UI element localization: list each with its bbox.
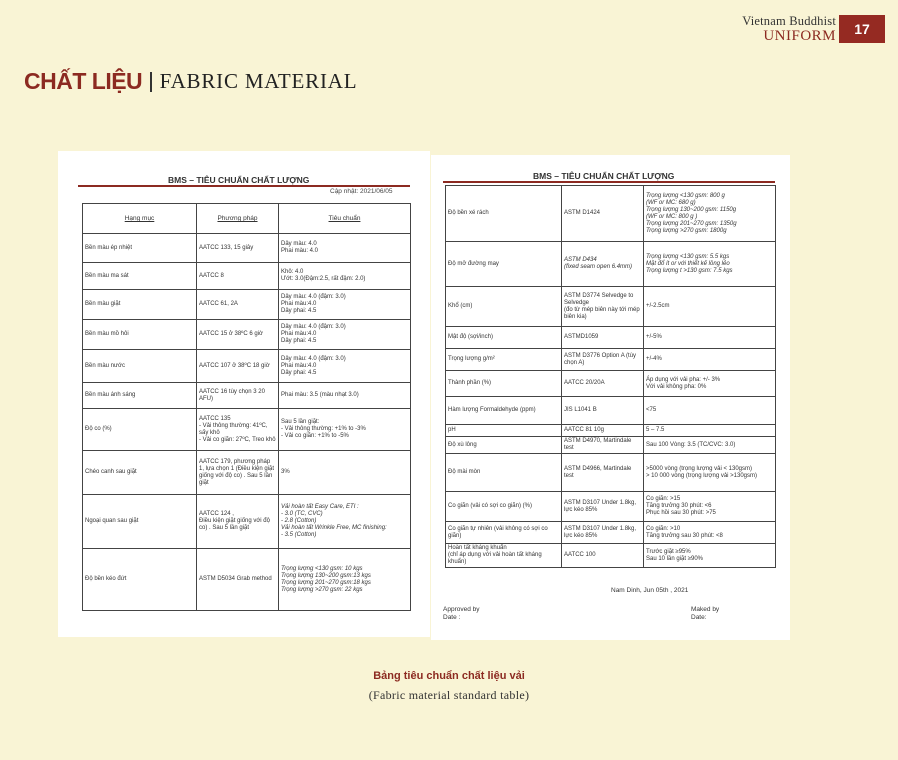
table-row bbox=[446, 287, 776, 327]
standard-cell: >5000 vòng (trọng lượng vải < 130gsm) > 10 000 vòng (trọng lượng vải >130gsm) bbox=[644, 454, 776, 492]
item-cell: Bền màu ép nhiệt bbox=[83, 234, 197, 263]
standard-cell: Dây màu: 4.0 (đậm: 3.0) Phai màu:4.0 Dây phai: 4.5 bbox=[279, 290, 411, 320]
standard-cell: Trước giặt ≥95% Sau 10 lần giặt ≥90% bbox=[644, 544, 776, 568]
table-row bbox=[446, 397, 776, 425]
table-row bbox=[83, 350, 411, 383]
standard-cell: Trọng lượng <130 gsm: 800 g (WF or MC: 680 g) Trọng lượng 130~200 gsm: 1150g (WF or MC: 800 g ) Trọng lượng 201~270 gsm: 1350g Trọng lượng >270 gsm: 1800g bbox=[644, 186, 776, 242]
brand-line2: UNIFORM bbox=[763, 28, 836, 44]
table-row bbox=[83, 383, 411, 409]
method-cell: AATCC 124 , Điều kiện giặt giống với độ co) . Sau 5 lần giặt bbox=[197, 495, 279, 549]
standard-cell: +/-5% bbox=[644, 327, 776, 349]
method-cell: ASTM D4966, Martindale test bbox=[562, 454, 644, 492]
section-title-en: FABRIC MATERIAL bbox=[159, 69, 358, 93]
item-cell: Khổ (cm) bbox=[446, 287, 562, 327]
standard-cell: Co giãn: >15 Tăng trưởng 30 phút: <6 Phục hồi sau 30 phút: >75 bbox=[644, 492, 776, 522]
method-cell: ASTMD1059 bbox=[562, 327, 644, 349]
updated-date: Cập nhật: 2021/06/05 bbox=[330, 188, 393, 195]
method-cell: ASTM D3107 Under 1.8kg, lực kéo 85% bbox=[562, 492, 644, 522]
table-row bbox=[83, 549, 411, 611]
method-cell: ASTM D1424 bbox=[562, 186, 644, 242]
table-row bbox=[446, 437, 776, 454]
table-row bbox=[446, 242, 776, 287]
method-cell: ASTM D4970, Martindale test bbox=[562, 437, 644, 454]
caption-en: (Fabric material standard table) bbox=[368, 688, 530, 702]
sheet-title: BMS – TIÊU CHUẨN CHẤT LƯỢNG bbox=[168, 175, 310, 185]
method-cell: AATCC 61, 2A bbox=[197, 290, 279, 320]
table-row bbox=[446, 349, 776, 371]
table-row bbox=[446, 327, 776, 349]
title-rule bbox=[78, 185, 410, 187]
brand-line1: Vietnam Buddhist bbox=[742, 14, 836, 28]
table-row bbox=[446, 425, 776, 437]
item-cell: Bền màu ma sát bbox=[83, 263, 197, 290]
figure-caption bbox=[0, 670, 898, 703]
method-cell: AATCC 16 tùy chọn 3 20 AFU) bbox=[197, 383, 279, 409]
method-cell: ASTM D3774 Selvedge to Selvedge (đo từ mép biên này tới mép biên kia) bbox=[562, 287, 644, 327]
method-cell: ASTM D434 (fixed seam open 6.4mm) bbox=[562, 242, 644, 287]
standard-cell: <75 bbox=[644, 397, 776, 425]
column-header: Phương pháp bbox=[197, 204, 279, 234]
item-cell: Mật độ (sợi/inch) bbox=[446, 327, 562, 349]
sheet-title: BMS – TIÊU CHUẨN CHẤT LƯỢNG bbox=[533, 171, 675, 181]
maked-by: Maked by bbox=[691, 606, 720, 613]
table-row bbox=[446, 454, 776, 492]
method-cell: ASTM D3107 Under 1.8kg, lực kéo 85% bbox=[562, 522, 644, 544]
standard-cell: Sau 100 Vòng: 3.5 (TC/CVC: 3.0) bbox=[644, 437, 776, 454]
table-row bbox=[83, 234, 411, 263]
method-cell: AATCC 20/20A bbox=[562, 371, 644, 397]
table-row bbox=[446, 371, 776, 397]
approved-by: Approved by bbox=[443, 606, 480, 613]
method-cell: AATCC 179, phương pháp 1, lựa chọn 1 (Điều kiện giặt giống với độ co) . Sau 5 lần giặt bbox=[197, 451, 279, 495]
table-row bbox=[83, 320, 411, 350]
method-cell: AATCC 81 10g bbox=[562, 425, 644, 437]
item-cell: Độ bền xé rách bbox=[446, 186, 562, 242]
item-cell: Độ mở đường may bbox=[446, 242, 562, 287]
item-cell: Co giãn (vải có sợi co giãn) (%) bbox=[446, 492, 562, 522]
quality-table-right bbox=[445, 185, 776, 568]
section-heading bbox=[24, 68, 357, 95]
standard-cell: Co giãn: >10 Tăng trưởng sau 30 phút: <8 bbox=[644, 522, 776, 544]
page-number: 17 bbox=[839, 15, 885, 43]
standard-cell: 5 – 7.5 bbox=[644, 425, 776, 437]
standard-cell: Áp dụng với vải pha: +/- 3% Với vải không pha: 0% bbox=[644, 371, 776, 397]
table-row bbox=[446, 544, 776, 568]
method-cell: AATCC 100 bbox=[562, 544, 644, 568]
standard-cell: +/-2.5cm bbox=[644, 287, 776, 327]
table-row bbox=[83, 263, 411, 290]
column-header: Tiêu chuẩn bbox=[279, 204, 411, 234]
table-row bbox=[446, 186, 776, 242]
section-title-vn: CHẤT LIỆU bbox=[24, 68, 143, 94]
maked-date: Date: bbox=[691, 614, 707, 621]
caption-vn: Bảng tiêu chuẩn chất liệu vải bbox=[373, 670, 525, 682]
place-date: Nam Dinh, Jun 05th , 2021 bbox=[611, 587, 689, 594]
maked-block bbox=[691, 606, 719, 622]
table-row bbox=[446, 492, 776, 522]
item-cell: Bền màu ánh sáng bbox=[83, 383, 197, 409]
standard-cell: Dây màu: 4.0 (đậm: 3.0) Phai màu:4.0 Dây phai: 4.5 bbox=[279, 320, 411, 350]
item-cell: Độ xù lông bbox=[446, 437, 562, 454]
method-cell: JIS L1041 B bbox=[562, 397, 644, 425]
method-cell: ASTM D3776 Option A (tùy chọn A) bbox=[562, 349, 644, 371]
item-cell: Độ bền kéo đứt bbox=[83, 549, 197, 611]
item-cell: Độ co (%) bbox=[83, 409, 197, 451]
standard-cell: Trọng lượng <130 gsm: 10 kgs Trọng lượng 130~200 gsm:13 kgs Trọng lượng 201~270 gsm:18 kgs Trọng lượng >270 gsm: 22 kgs bbox=[279, 549, 411, 611]
item-cell: Hoàn tất kháng khuẩn (chỉ áp dụng với vải hoàn tất kháng khuẩn) bbox=[446, 544, 562, 568]
item-cell: Độ mài mòn bbox=[446, 454, 562, 492]
quality-table-left bbox=[82, 203, 411, 611]
item-cell: Trọng lượng g/m² bbox=[446, 349, 562, 371]
table-row bbox=[83, 451, 411, 495]
method-cell: AATCC 107 ở 38ºC 18 giờ bbox=[197, 350, 279, 383]
standard-cell: Sau 5 lần giặt: - Vải thông thường: +1% to -3% - Vải co giãn: +1% to -5% bbox=[279, 409, 411, 451]
method-cell: AATCC 15 ở 38ºC 6 giờ bbox=[197, 320, 279, 350]
title-rule bbox=[443, 181, 775, 183]
item-cell: pH bbox=[446, 425, 562, 437]
item-cell: Thành phần (%) bbox=[446, 371, 562, 397]
approved-block bbox=[443, 606, 480, 622]
standard-cell: Dây màu: 4.0 (đậm: 3.0) Phai màu:4.0 Dây phai: 4.5 bbox=[279, 350, 411, 383]
method-cell: AATCC 8 bbox=[197, 263, 279, 290]
item-cell: Bền màu giặt bbox=[83, 290, 197, 320]
table-row bbox=[83, 495, 411, 549]
item-cell: Bền màu mồ hôi bbox=[83, 320, 197, 350]
item-cell: Co giãn tự nhiên (vải không có sợi co giãn) bbox=[446, 522, 562, 544]
method-cell: ASTM D5034 Grab method bbox=[197, 549, 279, 611]
standard-cell: 3% bbox=[279, 451, 411, 495]
table-row bbox=[83, 409, 411, 451]
table-row bbox=[83, 290, 411, 320]
quality-standard-sheet-left bbox=[58, 151, 430, 637]
quality-standard-sheet-right bbox=[431, 155, 790, 640]
item-cell: Chéo canh sau giặt bbox=[83, 451, 197, 495]
brand-logo bbox=[742, 14, 836, 44]
method-cell: AATCC 133, 15 giây bbox=[197, 234, 279, 263]
title-divider bbox=[150, 72, 152, 92]
standard-cell: Phai màu: 3.5 (màu nhạt 3.0) bbox=[279, 383, 411, 409]
item-cell: Ngoại quan sau giặt bbox=[83, 495, 197, 549]
standard-cell: Khô: 4.0 Ướt: 3.0(Đậm:2.5, rất đậm: 2.0) bbox=[279, 263, 411, 290]
standard-cell: Vải hoàn tất Easy Care, ETI : - 3.0 (TC, CVC) - 2.8 (Cotton) Vải hoàn tất Wrinkle Free, MC finishing: - 3.5 (Cotton) bbox=[279, 495, 411, 549]
method-cell: AATCC 135 - Vải thông thường: 41ºC, sấy khô - Vải co giãn: 27ºC, Treo khô bbox=[197, 409, 279, 451]
column-header: Hạng mục bbox=[83, 204, 197, 234]
standard-cell: Trọng lượng <130 gsm: 5.5 kgs Mặt đổ ít or với thiết kế lồng lẻo Trọng lượng t >130 gsm: 7.5 kgs bbox=[644, 242, 776, 287]
item-cell: Bền màu nước bbox=[83, 350, 197, 383]
standard-cell: Dây màu: 4.0 Phai màu: 4.0 bbox=[279, 234, 411, 263]
item-cell: Hàm lượng Formaldehyde (ppm) bbox=[446, 397, 562, 425]
table-row bbox=[446, 522, 776, 544]
approved-date: Date : bbox=[443, 614, 461, 621]
standard-cell: +/-4% bbox=[644, 349, 776, 371]
